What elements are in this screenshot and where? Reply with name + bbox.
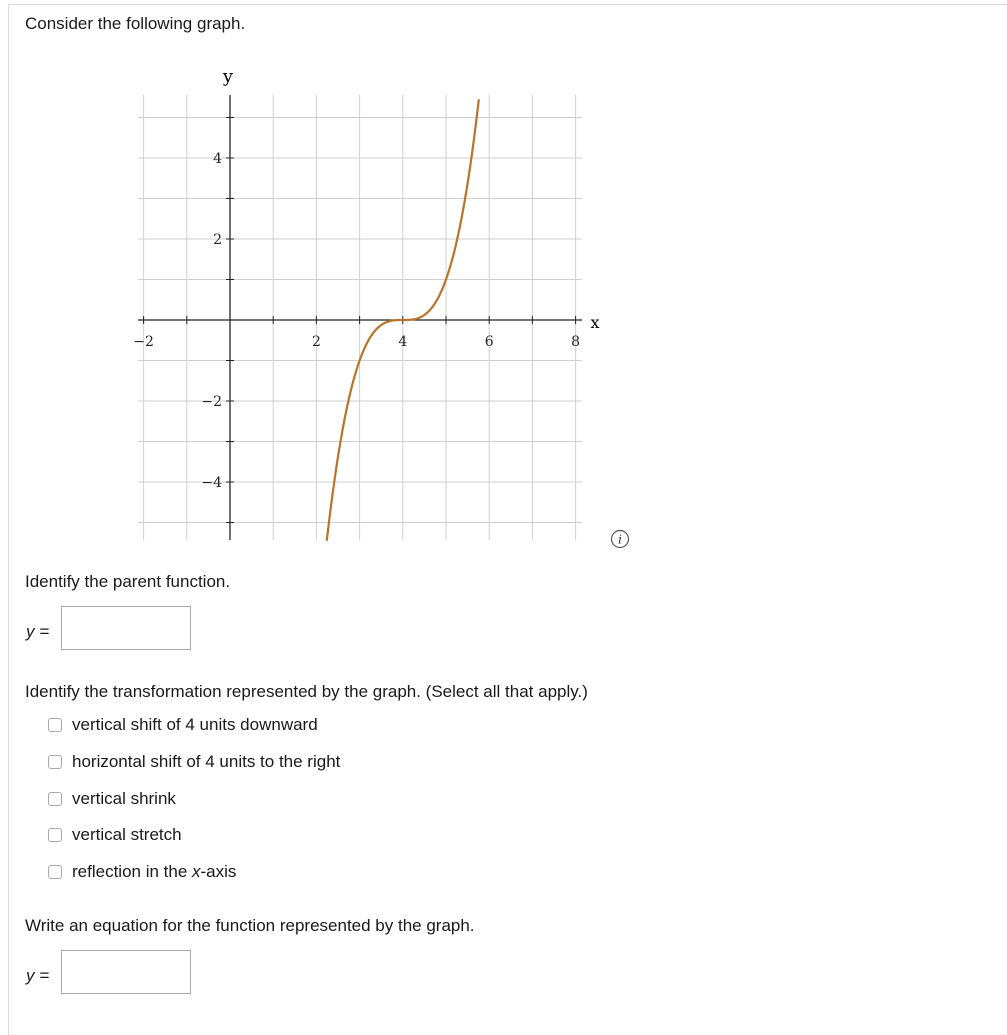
y-equals-text: y = [26, 966, 50, 985]
y-equals-text: y = [26, 622, 50, 641]
choice-vertical-stretch[interactable] [48, 824, 182, 846]
parent-y-equals-label [26, 622, 49, 642]
y-tick-label: −4 [201, 475, 222, 491]
choice-reflection-x-axis[interactable] [48, 861, 236, 883]
choice-text-after: -axis [200, 862, 237, 881]
checkbox[interactable] [48, 865, 62, 879]
choice-text-before: reflection in the [72, 862, 193, 881]
choice-label: vertical stretch [72, 825, 182, 844]
choice-label: horizontal shift of 4 units to the right [72, 752, 341, 771]
choice-text-var: x [192, 862, 201, 881]
x-tick-label: 4 [398, 334, 408, 350]
choice-horizontal-shift[interactable] [48, 751, 340, 773]
y-axis-label: y [222, 66, 234, 87]
y-tick-label: −2 [201, 394, 222, 410]
x-tick-label: −2 [133, 334, 154, 350]
x-tick-label: 8 [571, 334, 581, 350]
choice-label: vertical shift of 4 units downward [72, 715, 318, 734]
question-intro: Consider the following graph. [25, 14, 246, 33]
equation-prompt: Write an equation for the function represented by the graph. [25, 916, 475, 935]
svg-text:i: i [618, 532, 622, 547]
function-graph [120, 60, 600, 560]
info-icon[interactable] [610, 529, 630, 549]
x-axis-label: x [590, 313, 600, 332]
choice-vertical-shift[interactable] [48, 714, 318, 736]
checkbox[interactable] [48, 755, 62, 769]
x-tick-label: 2 [311, 334, 321, 350]
parent-function-prompt: Identify the parent function. [25, 572, 231, 591]
y-tick-label: 4 [213, 151, 222, 167]
x-tick-label: 6 [484, 334, 494, 350]
transformation-prompt: Identify the transformation represented by the graph. (Select all that apply.) [25, 682, 588, 701]
choice-label [72, 862, 236, 882]
checkbox[interactable] [48, 792, 62, 806]
y-tick-label: 2 [213, 232, 222, 248]
equation-y-equals-label [26, 966, 49, 986]
choice-vertical-shrink[interactable] [48, 788, 176, 810]
choice-label: vertical shrink [72, 789, 176, 808]
equation-input[interactable] [61, 950, 191, 994]
parent-function-input[interactable] [61, 606, 191, 650]
checkbox[interactable] [48, 718, 62, 732]
checkbox[interactable] [48, 828, 62, 842]
